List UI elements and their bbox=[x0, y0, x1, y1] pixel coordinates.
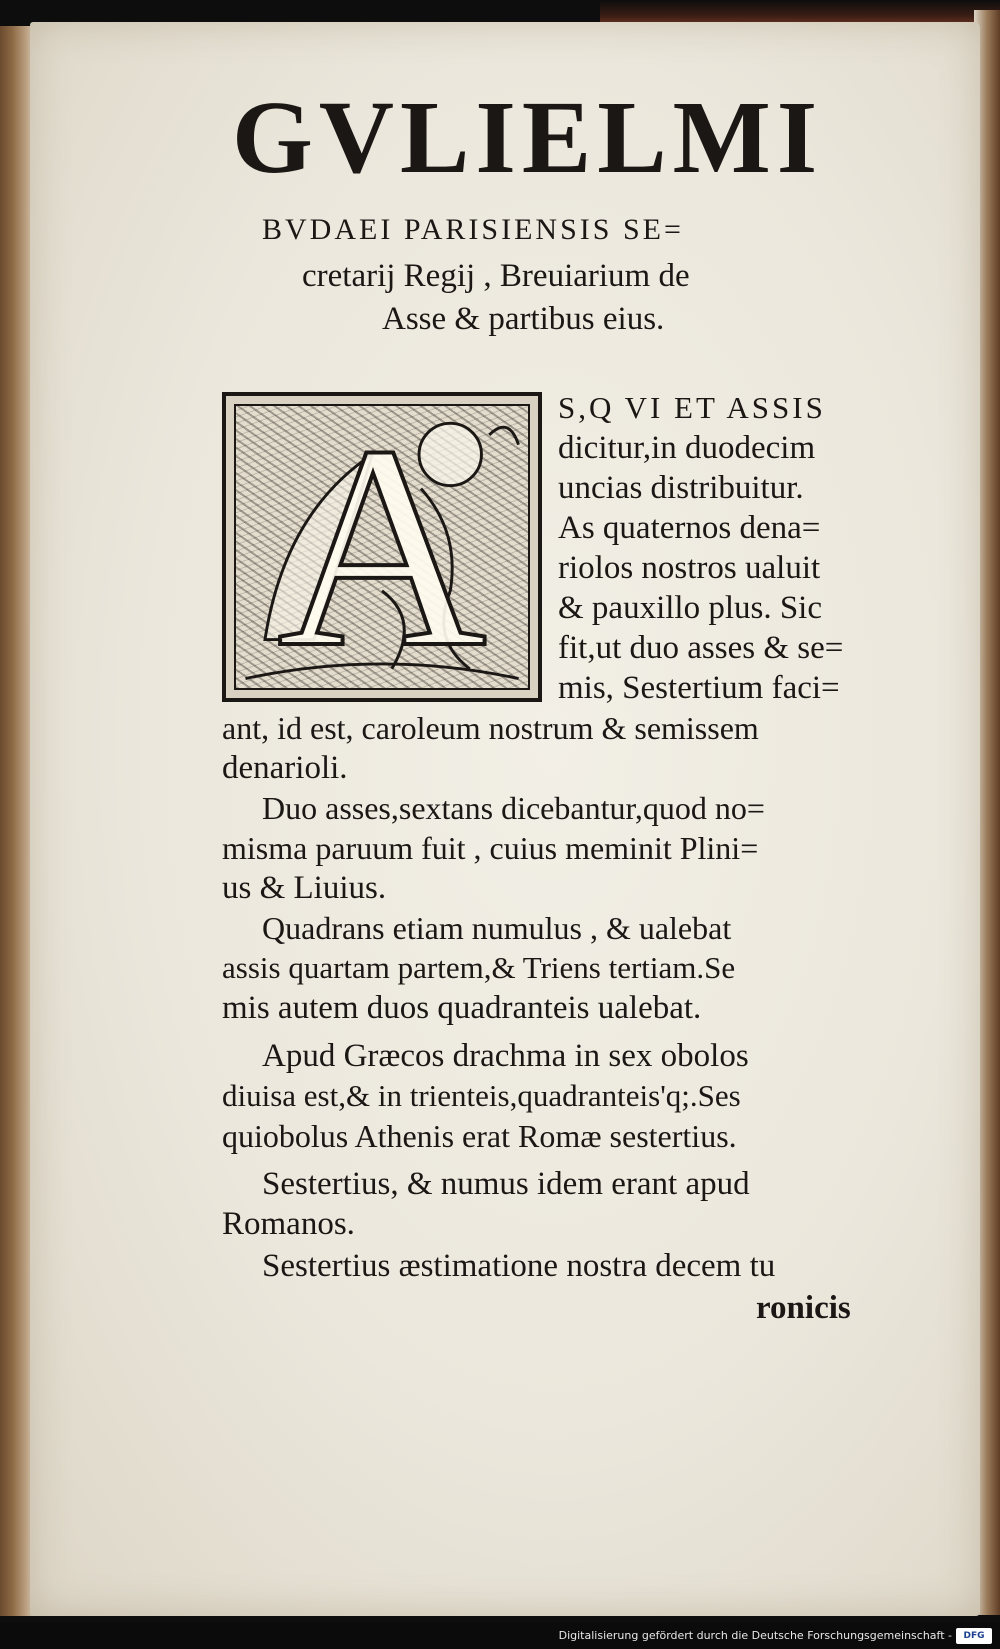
body-line: Apud Græcos drachma in sex obolos bbox=[262, 1038, 749, 1074]
decorated-initial bbox=[222, 392, 542, 702]
body-line: mis autem duos quadranteis ualebat. bbox=[222, 990, 702, 1026]
body-line: Duo asses,sextans dicebantur,quod no= bbox=[262, 790, 765, 826]
body-line: Sestertius æstimatione nostra decem tu bbox=[262, 1248, 776, 1284]
body-line: Quadrans etiam numulus , & ualebat bbox=[262, 910, 732, 946]
subtitle-line-2: cretarij Regij , Breuiarium de bbox=[302, 258, 690, 294]
footer-bar bbox=[0, 1623, 1000, 1649]
subtitle-line-1: BVDAEI PARISIENSIS SE= bbox=[262, 213, 684, 246]
digitization-credit: Digitalisierung gefördert durch die Deutsche Forschungsgemeinschaft - bbox=[558, 1629, 952, 1642]
page-title: GVLIELMI bbox=[232, 80, 824, 195]
body-line: uncias distribuitur. bbox=[558, 470, 804, 506]
body-line: & pauxillo plus. Sic bbox=[558, 590, 822, 626]
body-line: misma paruum fuit , cuius meminit Plini= bbox=[222, 830, 759, 866]
subtitle-line-3: Asse & partibus eius. bbox=[382, 301, 665, 337]
body-line: mis, Sestertium faci= bbox=[558, 670, 840, 706]
body-line: Sestertius, & numus idem erant apud bbox=[262, 1166, 750, 1202]
body-line: us & Liuius. bbox=[222, 870, 387, 906]
initial-letter: A bbox=[277, 392, 487, 702]
dfg-logo-icon: DFG bbox=[956, 1628, 992, 1644]
body-line: S,Q VI ET ASSIS bbox=[558, 390, 826, 425]
body-line: fit,ut duo asses & se= bbox=[558, 630, 844, 666]
body-line: riolos nostros ualuit bbox=[558, 550, 821, 586]
catchword: ronicis bbox=[756, 1290, 851, 1326]
body-line: denarioli. bbox=[222, 750, 348, 786]
body-line: Romanos. bbox=[222, 1206, 355, 1242]
body-line: ant, id est, caroleum nostrum & semissem bbox=[222, 710, 759, 746]
body-line: quiobolus Athenis erat Romæ sestertius. bbox=[222, 1118, 737, 1154]
body-line: As quaternos dena= bbox=[558, 510, 821, 546]
body-line: dicitur,in duodecim bbox=[558, 430, 816, 466]
body-line: diuisa est,& in trienteis,quadranteis'q;.Ses bbox=[222, 1078, 741, 1113]
body-line: assis quartam partem,& Triens tertiam.Se bbox=[222, 950, 736, 985]
